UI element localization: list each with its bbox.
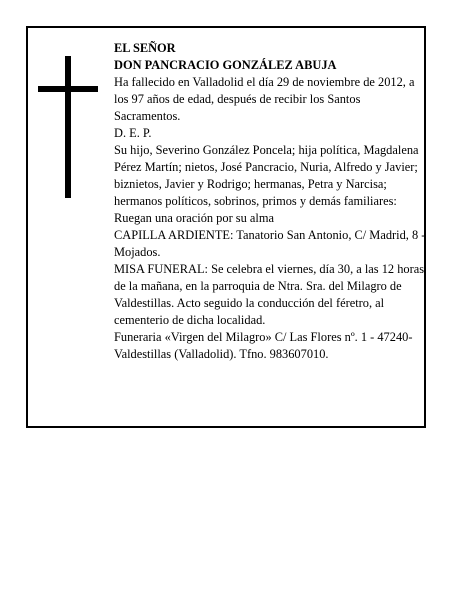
obituary-notice [26,26,426,428]
prayer-request: Ruegan una oración por su alma [114,211,274,225]
family-list: Su hijo, Severino González Poncela; hija política, Magdalena Pérez Martín; nietos, José Pancracio, Nuria, Alfredo y Javier; biznietos, Javier y Rodrigo; hermanas, Petra y Narcisa; hermanos políticos, sobrinos, primos y demás familiares: [114,143,419,208]
death-announcement: Ha fallecido en Valladolid el día 29 de noviembre de 2012, a los 97 años de edad, después de recibir los Santos Sacramentos. [114,75,415,123]
cross-icon [38,56,98,198]
funeral-home-info: Funeraria «Virgen del Milagro» C/ Las Flores nº. 1 - 47240-Valdestillas (Valladolid). Tfno. 983607010. [114,330,413,361]
notice-body [114,40,426,363]
funeral-mass-info: MISA FUNERAL: Se celebra el viernes, día 30, a las 12 horas de la mañana, en la parroquia de Ntra. Sra. del Milagro de Valdestillas. Acto seguido la conducción del féretro, al cementerio de dicha localidad. [114,262,425,327]
cross-horizontal-bar [38,86,98,92]
chapel-info: CAPILLA ARDIENTE: Tanatorio San Antonio, C/ Madrid, 8 - Mojados. [114,228,426,259]
cross-vertical-bar [65,56,71,198]
dep-text: D. E. P. [114,126,152,140]
deceased-name: DON PANCRACIO GONZÁLEZ ABUJA [114,58,337,72]
notice-title-line1: EL SEÑOR [114,41,176,55]
